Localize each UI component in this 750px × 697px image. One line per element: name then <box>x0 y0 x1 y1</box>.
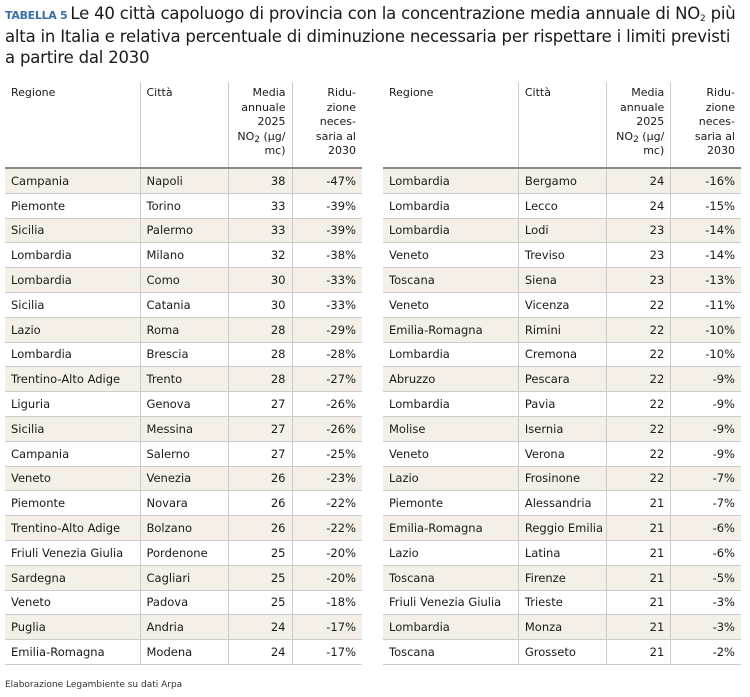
table-row <box>383 416 741 441</box>
cell-riduzione: -27% <box>292 367 362 392</box>
cell-citta: Andria <box>140 615 228 640</box>
cell-media: 22 <box>607 466 671 491</box>
cell-citta: Treviso <box>518 243 606 268</box>
cell-citta: Reggio Emilia <box>518 516 606 541</box>
cell-regione: Lombardia <box>383 615 518 640</box>
cell-citta: Lecco <box>518 193 606 218</box>
cell-riduzione: -26% <box>292 392 362 417</box>
table-row <box>5 193 362 218</box>
cell-regione: Campania <box>5 168 140 193</box>
cell-media: 28 <box>228 342 292 367</box>
header-media: Media annuale 2025 $NO_2$ (µg/ mc) <box>228 82 292 168</box>
cell-regione: Trentino-Alto Adige <box>5 516 140 541</box>
cell-regione: Toscana <box>383 565 518 590</box>
table-row <box>5 441 362 466</box>
cell-regione: Lombardia <box>5 342 140 367</box>
cell-regione: Lazio <box>5 317 140 342</box>
table-row <box>383 516 741 541</box>
cell-media: 22 <box>607 342 671 367</box>
cell-regione: Veneto <box>383 441 518 466</box>
cell-regione: Sicilia <box>5 292 140 317</box>
cell-media: 21 <box>607 640 671 665</box>
cell-media: 38 <box>228 168 292 193</box>
cell-media: 22 <box>607 392 671 417</box>
cell-regione: Liguria <box>5 392 140 417</box>
cell-regione: Lombardia <box>383 193 518 218</box>
table-row <box>5 292 362 317</box>
cell-citta: Pavia <box>518 392 606 417</box>
table-left <box>5 82 362 665</box>
cell-regione: Lombardia <box>383 392 518 417</box>
cell-regione: Friuli Venezia Giulia <box>383 590 518 615</box>
cell-media: 28 <box>228 367 292 392</box>
cell-citta: Catania <box>140 292 228 317</box>
cell-riduzione: -10% <box>671 317 741 342</box>
table-row <box>383 565 741 590</box>
cell-regione: Toscana <box>383 268 518 293</box>
cell-media: 33 <box>228 193 292 218</box>
table-row <box>5 640 362 665</box>
table-tag: TABELLA 5 <box>5 9 68 22</box>
cell-riduzione: -9% <box>671 392 741 417</box>
cell-media: 33 <box>228 218 292 243</box>
cell-riduzione: -16% <box>671 168 741 193</box>
cell-media: 26 <box>228 491 292 516</box>
table-row <box>383 367 741 392</box>
cell-media: 32 <box>228 243 292 268</box>
cell-media: 30 <box>228 268 292 293</box>
cell-regione: Veneto <box>383 292 518 317</box>
cell-citta: Trieste <box>518 590 606 615</box>
cell-citta: Venezia <box>140 466 228 491</box>
cell-regione: Sicilia <box>5 218 140 243</box>
cell-regione: Puglia <box>5 615 140 640</box>
table-row <box>5 416 362 441</box>
cell-regione: Sicilia <box>5 416 140 441</box>
cell-citta: Novara <box>140 491 228 516</box>
cell-regione: Piemonte <box>383 491 518 516</box>
table-row <box>383 491 741 516</box>
cell-regione: Lombardia <box>383 168 518 193</box>
table-row <box>5 243 362 268</box>
table-row <box>5 367 362 392</box>
cell-regione: Campania <box>5 441 140 466</box>
cell-regione: Veneto <box>383 243 518 268</box>
cell-riduzione: -9% <box>671 367 741 392</box>
cell-citta: Modena <box>140 640 228 665</box>
cell-regione: Piemonte <box>5 193 140 218</box>
cell-citta: Alessandria <box>518 491 606 516</box>
cell-media: 23 <box>607 218 671 243</box>
cell-riduzione: -9% <box>671 416 741 441</box>
cell-citta: Siena <box>518 268 606 293</box>
cell-riduzione: -22% <box>292 516 362 541</box>
header-citta: Città <box>518 82 606 168</box>
cell-citta: Cremona <box>518 342 606 367</box>
cell-media: 22 <box>607 441 671 466</box>
table-row <box>383 392 741 417</box>
cell-media: 21 <box>607 491 671 516</box>
cell-regione: Lombardia <box>383 218 518 243</box>
cell-citta: Padova <box>140 590 228 615</box>
table-row <box>383 268 741 293</box>
cell-media: 30 <box>228 292 292 317</box>
table-title: TABELLA 5 Le 40 città capoluogo di provincia con la concentrazione media annuale di $NO_2$ più alta in Italia e relativa percentuale di diminuzione necessaria per rispettare i limiti previsti a partire dal 2030 <box>5 4 736 67</box>
cell-riduzione: -7% <box>671 466 741 491</box>
cell-citta: Isernia <box>518 416 606 441</box>
header-regione: Regione <box>5 82 140 168</box>
cell-riduzione: -26% <box>292 416 362 441</box>
cell-media: 26 <box>228 516 292 541</box>
table-row <box>383 218 741 243</box>
cell-citta: Palermo <box>140 218 228 243</box>
cell-media: 25 <box>228 590 292 615</box>
header-riduzione: Ridu- zione neces- saria al 2030 <box>671 82 741 168</box>
table-row <box>383 243 741 268</box>
cell-media: 25 <box>228 565 292 590</box>
cell-riduzione: -38% <box>292 243 362 268</box>
table-row <box>383 193 741 218</box>
table-row <box>383 466 741 491</box>
cell-citta: Trento <box>140 367 228 392</box>
cell-media: 26 <box>228 466 292 491</box>
cell-citta: Brescia <box>140 342 228 367</box>
cell-citta: Vicenza <box>518 292 606 317</box>
cell-riduzione: -14% <box>671 243 741 268</box>
cell-media: 22 <box>607 317 671 342</box>
cell-riduzione: -28% <box>292 342 362 367</box>
cell-media: 24 <box>228 640 292 665</box>
table-row <box>5 342 362 367</box>
cell-riduzione: -29% <box>292 317 362 342</box>
cell-riduzione: -9% <box>671 441 741 466</box>
cell-citta: Napoli <box>140 168 228 193</box>
cell-citta: Torino <box>140 193 228 218</box>
cell-riduzione: -23% <box>292 466 362 491</box>
cell-riduzione: -2% <box>671 640 741 665</box>
cell-riduzione: -33% <box>292 292 362 317</box>
cell-media: 24 <box>607 168 671 193</box>
cell-riduzione: -33% <box>292 268 362 293</box>
cell-citta: Pordenone <box>140 540 228 565</box>
cell-regione: Emilia-Romagna <box>383 516 518 541</box>
cell-citta: Bergamo <box>518 168 606 193</box>
cell-citta: Messina <box>140 416 228 441</box>
cell-regione: Toscana <box>383 640 518 665</box>
table-row <box>5 392 362 417</box>
cell-citta: Bolzano <box>140 516 228 541</box>
cell-citta: Frosinone <box>518 466 606 491</box>
table-row <box>5 491 362 516</box>
cell-regione: Trentino-Alto Adige <box>5 367 140 392</box>
cell-riduzione: -6% <box>671 516 741 541</box>
cell-media: 22 <box>607 367 671 392</box>
table-row <box>383 590 741 615</box>
cell-riduzione: -20% <box>292 565 362 590</box>
cell-regione: Lazio <box>383 540 518 565</box>
cell-riduzione: -14% <box>671 218 741 243</box>
cell-riduzione: -17% <box>292 640 362 665</box>
table-row <box>383 342 741 367</box>
cell-regione: Abruzzo <box>383 367 518 392</box>
cell-riduzione: -18% <box>292 590 362 615</box>
table-row <box>383 441 741 466</box>
cell-citta: Milano <box>140 243 228 268</box>
cell-media: 22 <box>607 416 671 441</box>
table-row <box>383 615 741 640</box>
table-row <box>5 540 362 565</box>
cell-regione: Veneto <box>5 466 140 491</box>
cell-citta: Lodi <box>518 218 606 243</box>
cell-regione: Veneto <box>5 590 140 615</box>
cell-riduzione: -13% <box>671 268 741 293</box>
header-regione: Regione <box>383 82 518 168</box>
cell-citta: Cagliari <box>140 565 228 590</box>
table-right <box>383 82 741 665</box>
cell-riduzione: -3% <box>671 615 741 640</box>
cell-regione: Lombardia <box>5 243 140 268</box>
cell-citta: Firenze <box>518 565 606 590</box>
cell-regione: Emilia-Romagna <box>5 640 140 665</box>
cell-riduzione: -5% <box>671 565 741 590</box>
cell-citta: Rimini <box>518 317 606 342</box>
table-row <box>5 268 362 293</box>
cell-riduzione: -10% <box>671 342 741 367</box>
table-row <box>5 615 362 640</box>
table-row <box>5 516 362 541</box>
cell-riduzione: -7% <box>671 491 741 516</box>
header-media: Media annuale 2025 $NO_2$ (µg/ mc) <box>607 82 671 168</box>
cell-riduzione: -15% <box>671 193 741 218</box>
table-row <box>5 168 362 193</box>
cell-regione: Molise <box>383 416 518 441</box>
cell-regione: Lazio <box>383 466 518 491</box>
cell-citta: Grosseto <box>518 640 606 665</box>
table-row <box>5 565 362 590</box>
cell-citta: Pescara <box>518 367 606 392</box>
cell-citta: Salerno <box>140 441 228 466</box>
cell-regione: Piemonte <box>5 491 140 516</box>
cell-media: 21 <box>607 516 671 541</box>
cell-media: 21 <box>607 615 671 640</box>
cell-media: 21 <box>607 565 671 590</box>
cell-regione: Sardegna <box>5 565 140 590</box>
table-row <box>5 466 362 491</box>
cell-citta: Roma <box>140 317 228 342</box>
cell-citta: Como <box>140 268 228 293</box>
cell-media: 28 <box>228 317 292 342</box>
cell-regione: Emilia-Romagna <box>383 317 518 342</box>
cell-citta: Monza <box>518 615 606 640</box>
cell-riduzione: -39% <box>292 193 362 218</box>
table-row <box>383 292 741 317</box>
cell-media: 25 <box>228 540 292 565</box>
cell-riduzione: -11% <box>671 292 741 317</box>
cell-riduzione: -39% <box>292 218 362 243</box>
cell-citta: Latina <box>518 540 606 565</box>
cell-riduzione: -20% <box>292 540 362 565</box>
cell-regione: Lombardia <box>383 342 518 367</box>
cell-riduzione: -3% <box>671 590 741 615</box>
cell-citta: Verona <box>518 441 606 466</box>
header-riduzione: Ridu- zione neces- saria al 2030 <box>292 82 362 168</box>
table-row <box>5 317 362 342</box>
table-row <box>383 168 741 193</box>
cell-media: 21 <box>607 540 671 565</box>
cell-media: 24 <box>607 193 671 218</box>
cell-regione: Friuli Venezia Giulia <box>5 540 140 565</box>
cell-media: 22 <box>607 292 671 317</box>
cell-media: 27 <box>228 441 292 466</box>
header-citta: Città <box>140 82 228 168</box>
table-row <box>5 218 362 243</box>
cell-media: 23 <box>607 243 671 268</box>
cell-regione: Lombardia <box>5 268 140 293</box>
table-row <box>383 540 741 565</box>
table-row <box>383 317 741 342</box>
cell-media: 27 <box>228 392 292 417</box>
cell-riduzione: -47% <box>292 168 362 193</box>
cell-media: 24 <box>228 615 292 640</box>
cell-media: 27 <box>228 416 292 441</box>
cell-media: 23 <box>607 268 671 293</box>
cell-riduzione: -6% <box>671 540 741 565</box>
table-row <box>383 640 741 665</box>
cell-citta: Genova <box>140 392 228 417</box>
cell-riduzione: -17% <box>292 615 362 640</box>
header-row <box>383 82 741 168</box>
cell-media: 21 <box>607 590 671 615</box>
cell-riduzione: -22% <box>292 491 362 516</box>
header-row <box>5 82 362 168</box>
table-row <box>5 590 362 615</box>
source-note: Elaborazione Legambiente su dati Arpa <box>5 680 183 690</box>
cell-riduzione: -25% <box>292 441 362 466</box>
